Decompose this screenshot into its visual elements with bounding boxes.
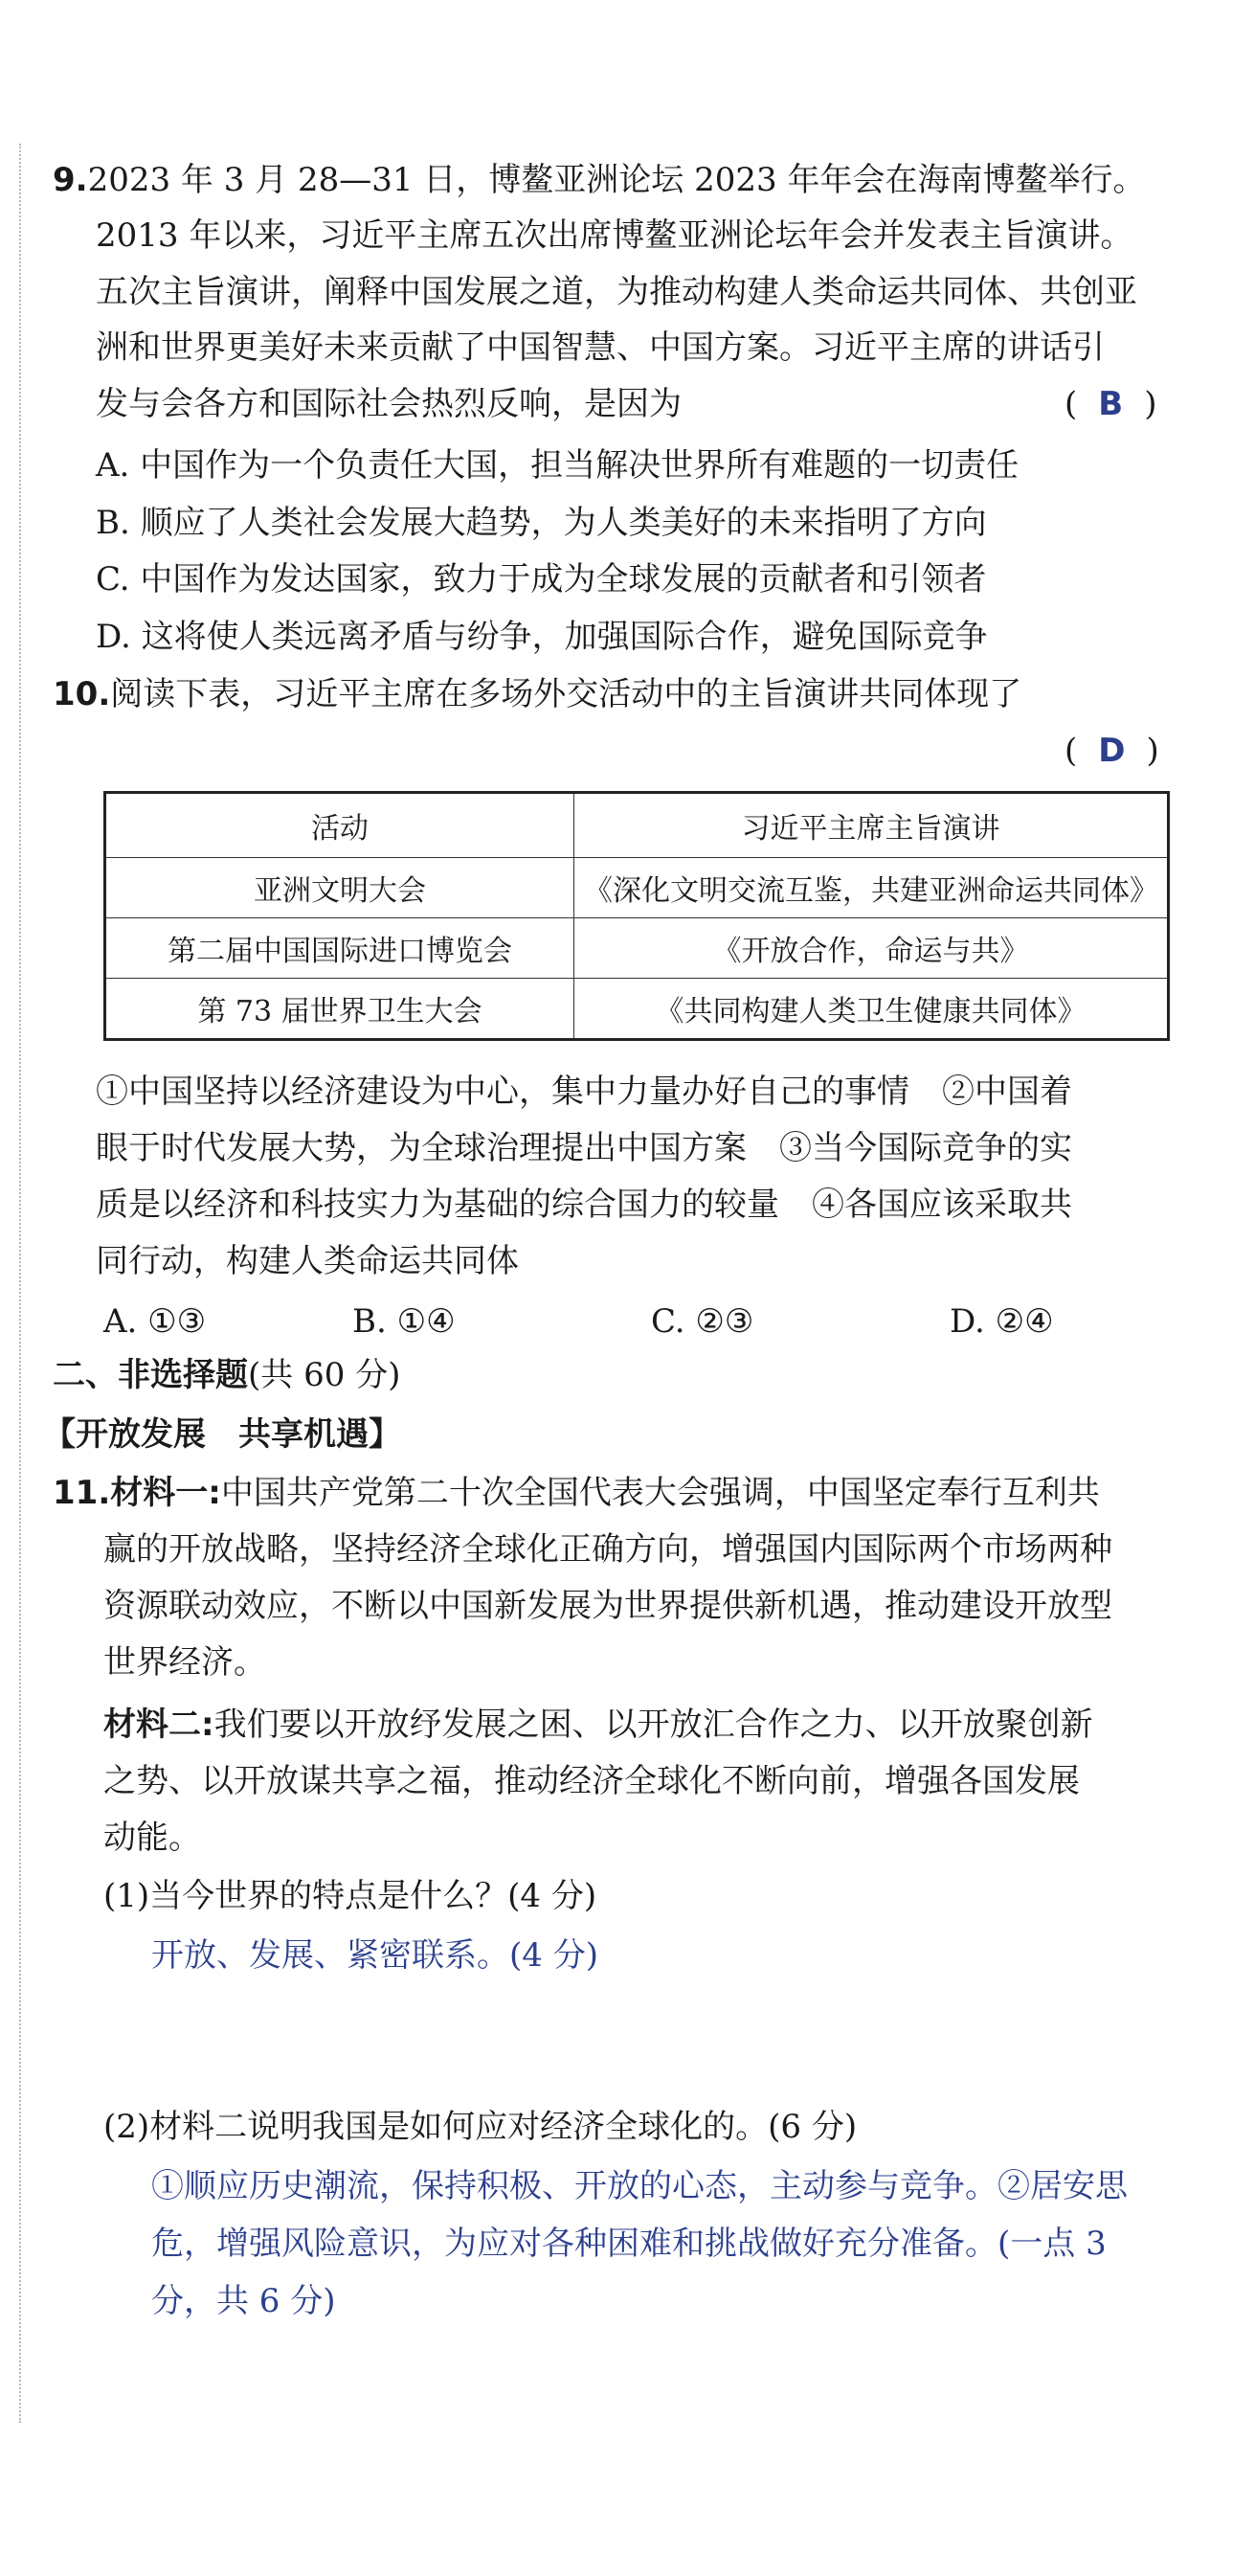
table-cell-activity: 第 73 届世界卫生大会 xyxy=(105,979,574,1040)
q10-statement-line-1: ①中国坚持以经济建设为中心，集中力量办好自己的事情 ②中国着 xyxy=(96,1073,1072,1111)
q10-number: 10. xyxy=(53,675,111,713)
q10-answer-blank: ( D ) xyxy=(1065,732,1159,770)
q10-option-a: A. ①③ xyxy=(103,1302,207,1341)
q11-sub2-answer-line-3: 分，共 6 分) xyxy=(151,2282,336,2320)
q9-number: 9. xyxy=(53,161,88,199)
table-row xyxy=(105,918,1169,979)
q11-sub1-question: (1)当今世界的特点是什么？(4 分) xyxy=(103,1877,597,1915)
section-2-heading xyxy=(53,1354,400,1396)
q10-answer: D xyxy=(1098,732,1126,770)
q11-number: 11. xyxy=(53,1474,111,1512)
section-2-score: (共 60 分) xyxy=(248,1356,401,1394)
table-cell-speech: 《开放合作，命运与共》 xyxy=(574,918,1169,979)
section-2-title: 二、非选择题 xyxy=(53,1356,248,1394)
q11-sub2-answer-line-1: ①顺应历史潮流，保持积极、开放的心态，主动参与竞争。②居安思 xyxy=(151,2167,1128,2205)
section-2-subtitle: 【开放发展 共享机遇】 xyxy=(43,1415,401,1454)
table-header-activity: 活动 xyxy=(105,793,574,858)
q10-statement-line-3: 质是以经济和科技实力为基础的综合国力的较量 ④各国应该采取共 xyxy=(96,1186,1072,1224)
q10-statement-line-2: 眼于时代发展大势，为全球治理提出中国方案 ③当今国际竞争的实 xyxy=(96,1129,1072,1167)
q10-option-c: C. ②③ xyxy=(651,1302,754,1341)
q9-line-3: 五次主旨演讲，阐释中国发展之道，为推动构建人类命运共同体、共创亚 xyxy=(96,273,1137,311)
q11-material1-line-3: 资源联动效应，不断以中国新发展为世界提供新机遇，推动建设开放型 xyxy=(103,1587,1112,1625)
q9-line-1: 9.2023 年 3 月 28—31 日，博鳌亚洲论坛 2023 年年会在海南博鳌举行。 xyxy=(53,161,1146,199)
q9-option-b: B. 顺应了人类社会发展大趋势，为人类美好的未来指明了方向 xyxy=(96,504,987,542)
q11-material2-label: 材料二: xyxy=(103,1706,214,1744)
q9-answer-blank: ( B ) xyxy=(1065,385,1157,423)
q11-material1-line-2: 赢的开放战略，坚持经济全球化正确方向，增强国内国际两个市场两种 xyxy=(103,1530,1112,1569)
q10-stem: 10.阅读下表，习近平主席在多场外交活动中的主旨演讲共同体现了 xyxy=(53,675,1022,713)
table-cell-speech: 《深化文明交流互鉴，共建亚洲命运共同体》 xyxy=(574,858,1169,918)
q11-material1-line-1: 11.材料一:中国共产党第二十次全国代表大会强调，中国坚定奉行互利共 xyxy=(53,1474,1100,1512)
q10-option-d: D. ②④ xyxy=(950,1302,1054,1341)
q10-option-b: B. ①④ xyxy=(352,1302,456,1341)
q11-sub1-answer: 开放、发展、紧密联系。(4 分) xyxy=(151,1936,598,1975)
table-row xyxy=(105,858,1169,918)
margin-dotted-rule xyxy=(19,144,21,2423)
q11-material1-label: 材料一: xyxy=(110,1474,221,1512)
q11-material2-line-1: 材料二:我们要以开放纾发展之困、以开放汇合作之力、以开放聚创新 xyxy=(103,1706,1093,1744)
q9-option-a: A. 中国作为一个负责任大国，担当解决世界所有难题的一切责任 xyxy=(96,446,1020,485)
q11-material1-line-4: 世界经济。 xyxy=(103,1643,266,1682)
table-header-speech: 习近平主席主旨演讲 xyxy=(574,793,1169,858)
q9-line-5: 发与会各方和国际社会热烈反响，是因为 xyxy=(96,385,682,423)
q10-statement-line-4: 同行动，构建人类命运共同体 xyxy=(96,1242,519,1280)
q11-material2-line-3: 动能。 xyxy=(103,1819,201,1857)
q11-material2-line-2: 之势、以开放谋共享之福，推动经济全球化不断向前，增强各国发展 xyxy=(103,1762,1080,1800)
q9-line-4: 洲和世界更美好未来贡献了中国智慧、中国方案。习近平主席的讲话引 xyxy=(96,328,1105,367)
q9-line-2: 2013 年以来，习近平主席五次出席博鳌亚洲论坛年会并发表主旨演讲。 xyxy=(96,216,1133,255)
q11-sub2-question: (2)材料二说明我国是如何应对经济全球化的。(6 分) xyxy=(103,2108,858,2146)
q9-option-d: D. 这将使人类远离矛盾与纷争，加强国际合作，避免国际竞争 xyxy=(96,618,988,656)
table-cell-activity: 第二届中国国际进口博览会 xyxy=(105,918,574,979)
table-row xyxy=(105,979,1169,1040)
q9-answer: B xyxy=(1098,385,1124,423)
table-cell-activity: 亚洲文明大会 xyxy=(105,858,574,918)
table-cell-speech: 《共同构建人类卫生健康共同体》 xyxy=(574,979,1169,1040)
q11-sub2-answer-line-2: 危，增强风险意识，为应对各种困难和挑战做好充分准备。(一点 3 xyxy=(151,2225,1107,2263)
q9-option-c: C. 中国作为发达国家，致力于成为全球发展的贡献者和引领者 xyxy=(96,560,987,599)
activity-table xyxy=(103,791,1170,1041)
table-header-row xyxy=(105,793,1169,858)
